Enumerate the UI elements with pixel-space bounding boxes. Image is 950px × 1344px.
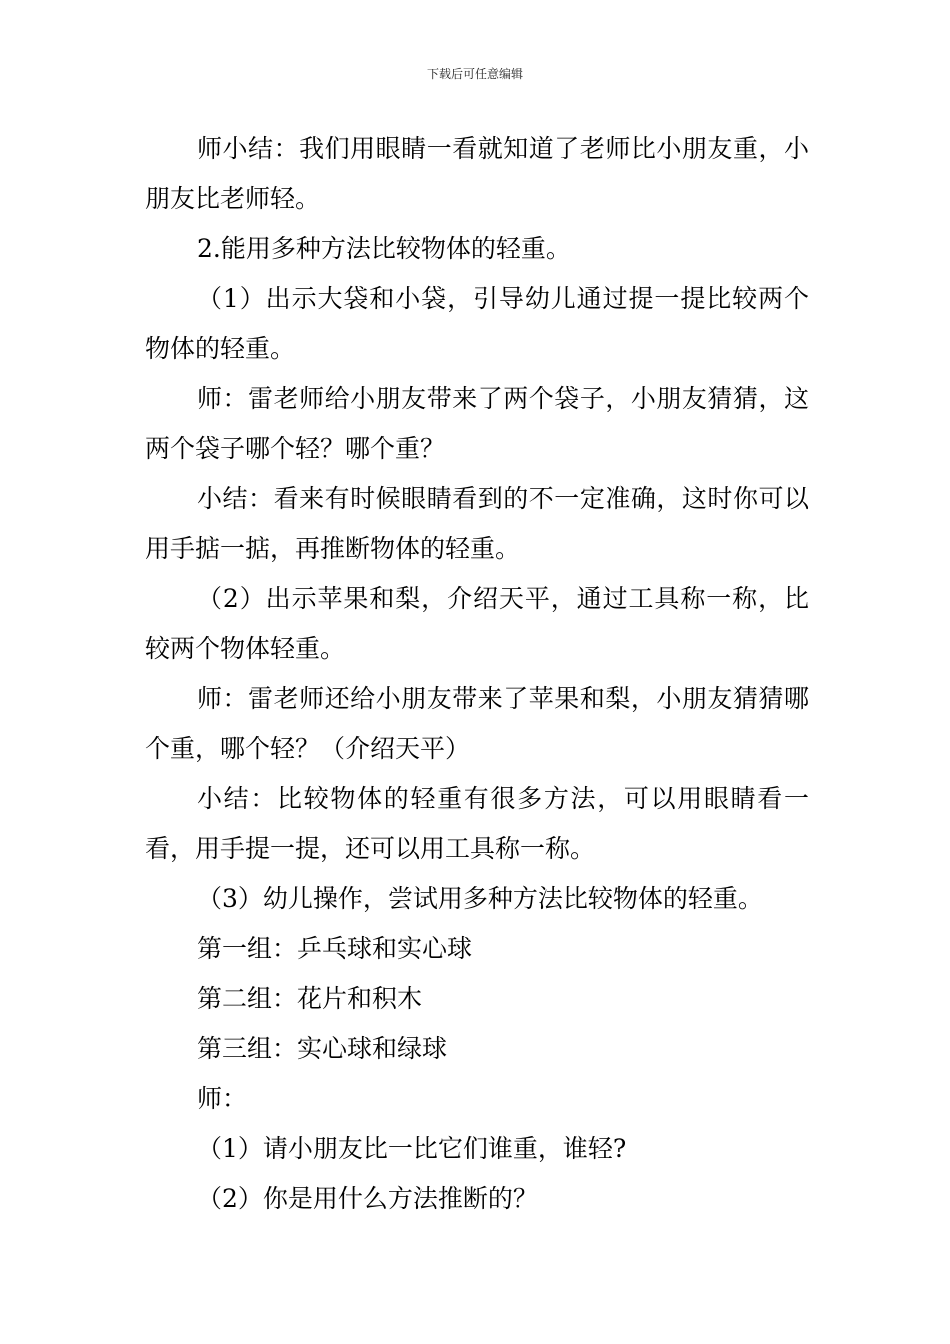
paragraph-summary-methods: 小结：比较物体的轻重有很多方法，可以用眼睛看一看，用手提一提，还可以用工具称一称。: [145, 784, 809, 863]
document-body: [145, 124, 809, 1224]
paragraph-question-1: （1）请小朋友比一比它们谁重，谁轻?: [197, 1134, 627, 1163]
paragraph-teacher-bags: 师：雷老师给小朋友带来了两个袋子，小朋友猜猜，这两个袋子哪个轻？哪个重？: [145, 384, 809, 463]
paragraph-section-2-title: 2.能用多种方法比较物体的轻重。: [197, 234, 571, 263]
paragraph-teacher-apple-pear: 师：雷老师还给小朋友带来了苹果和梨，小朋友猜猜哪个重，哪个轻？（介绍天平）: [145, 684, 809, 763]
paragraph-step-1: （1）出示大袋和小袋，引导幼儿通过提一提比较两个物体的轻重。: [145, 284, 809, 363]
paragraph-question-2: （2）你是用什么方法推断的？: [197, 1184, 538, 1213]
paragraph-group-3: 第三组：实心球和绿球: [197, 1034, 448, 1063]
paragraph-summary-hands: 小结：看来有时候眼睛看到的不一定准确，这时你可以用手掂一掂，再推断物体的轻重。: [145, 484, 809, 563]
paragraph-teacher-label: 师：: [197, 1084, 248, 1113]
paragraph-teacher-summary-1: 师小结：我们用眼睛一看就知道了老师比小朋友重，小朋友比老师轻。: [145, 134, 809, 213]
paragraph-group-2: 第二组：花片和积木: [197, 984, 423, 1013]
header-note: 下载后可任意编辑: [426, 67, 523, 81]
paragraph-group-1: 第一组：乒乓球和实心球: [197, 934, 473, 963]
paragraph-step-2: （2）出示苹果和梨，介绍天平，通过工具称一称，比较两个物体轻重。: [145, 584, 809, 663]
paragraph-step-3: （3）幼儿操作，尝试用多种方法比较物体的轻重。: [197, 884, 763, 913]
